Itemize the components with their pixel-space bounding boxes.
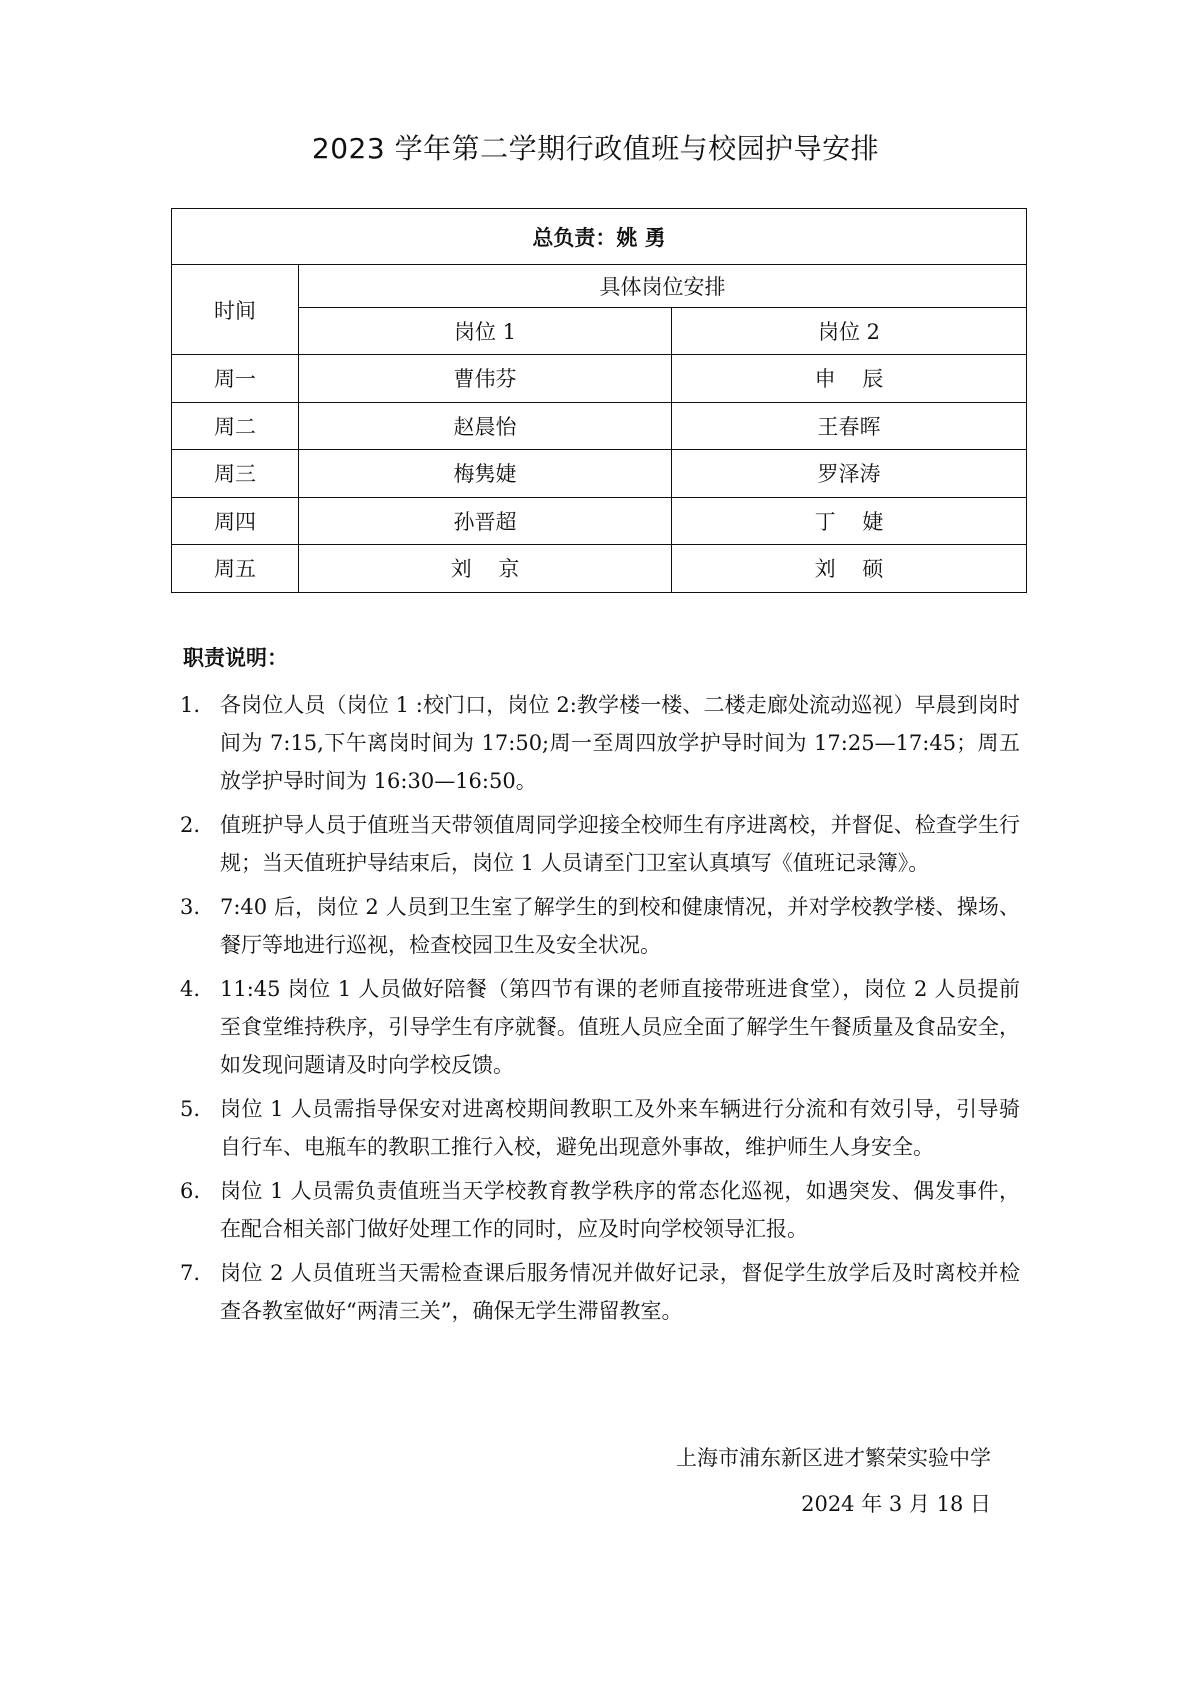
post2-cell: 丁 婕: [672, 497, 1027, 545]
post1-cell: 孙晋超: [299, 497, 672, 545]
responsibilities-list: [180, 686, 1020, 1336]
item-text: 岗位 2 人员值班当天需检查课后服务情况并做好记录，督促学生放学后及时离校并检查各教室做好“两清三关”，确保无学生滞留教室。: [220, 1261, 1020, 1323]
post2-cell: 申 辰: [672, 355, 1027, 403]
post2-cell: 王春晖: [672, 402, 1027, 450]
day-cell: 周三: [172, 450, 299, 498]
post-header-row: [172, 308, 1027, 355]
item-text: 岗位 1 人员需指导保安对进离校期间教职工及外来车辆进行分流和有效引导，引导骑自行车、电瓶车的教职工推行入校，避免出现意外事故，维护师生人身安全。: [220, 1097, 1020, 1159]
list-item: [180, 888, 1020, 964]
day-cell: 周二: [172, 402, 299, 450]
day-cell: 周四: [172, 497, 299, 545]
list-item: [180, 686, 1020, 800]
time-header: 时间: [172, 265, 299, 355]
item-text: 岗位 1 人员需负责值班当天学校教育教学秩序的常态化巡视，如遇突发、偶发事件，在配合相关部门做好处理工作的同时，应及时向学校领导汇报。: [220, 1179, 1020, 1241]
item-number: 7.: [180, 1261, 201, 1285]
day-cell: 周一: [172, 355, 299, 403]
arrangement-header: 具体岗位安排: [299, 265, 1027, 308]
item-number: 4.: [180, 977, 201, 1001]
list-item: [180, 1172, 1020, 1248]
item-text: 11:45 岗位 1 人员做好陪餐（第四节有课的老师直接带班进食堂），岗位 2 人员提前至食堂维持秩序，引导学生有序就餐。值班人员应全面了解学生午餐质量及食品安全，如发现问题请及时向学校反馈。: [220, 977, 1020, 1077]
list-item: [180, 1090, 1020, 1166]
signature-date: 2024 年 3 月 18 日: [801, 1492, 991, 1516]
post2-cell: 刘 硕: [672, 545, 1027, 593]
responsibilities-heading: 职责说明：: [183, 646, 288, 670]
post2-cell: 罗泽涛: [672, 450, 1027, 498]
post1-cell: 曹伟芬: [299, 355, 672, 403]
table-row: [172, 497, 1027, 545]
list-item: [180, 970, 1020, 1084]
table-row: [172, 545, 1027, 593]
post1-cell: 赵晨怡: [299, 402, 672, 450]
item-number: 3.: [180, 895, 201, 919]
item-text: 值班护导人员于值班当天带领值周同学迎接全校师生有序进离校，并督促、检查学生行规；当天值班护导结束后，岗位 1 人员请至门卫室认真填写《值班记录簿》。: [220, 813, 1020, 875]
table-row: [172, 402, 1027, 450]
item-number: 1.: [180, 693, 201, 717]
list-item: [180, 1254, 1020, 1330]
table-row: [172, 450, 1027, 498]
duty-schedule-table: [171, 208, 1027, 593]
day-cell: 周五: [172, 545, 299, 593]
post1-cell: 梅隽婕: [299, 450, 672, 498]
table-header-row: [172, 209, 1027, 265]
item-number: 5.: [180, 1097, 201, 1121]
item-text: 7:40 后，岗位 2 人员到卫生室了解学生的到校和健康情况，并对学校教学楼、操场、餐厅等地进行巡视，检查校园卫生及安全状况。: [220, 895, 1020, 957]
table-subheader-row: [172, 265, 1027, 308]
table-row: [172, 355, 1027, 403]
item-number: 6.: [180, 1179, 201, 1203]
list-item: [180, 806, 1020, 882]
item-number: 2.: [180, 813, 201, 837]
item-text: 各岗位人员（岗位 1 :校门口，岗位 2:教学楼一楼、二楼走廊处流动巡视）早晨到岗时间为 7:15,下午离岗时间为 17:50;周一至周四放学护导时间为 17:25—17:45；周五放学护导时间为 16:30—16:50。: [220, 693, 1020, 793]
post1-cell: 刘 京: [299, 545, 672, 593]
post1-header: 岗位 1: [299, 308, 672, 355]
chief-in-charge: 总负责：姚 勇: [172, 209, 1027, 265]
page-title: 2023 学年第二学期行政值班与校园护导安排: [311, 132, 880, 165]
signature-organization: 上海市浦东新区进才繁荣实验中学: [676, 1446, 991, 1470]
post2-header: 岗位 2: [672, 308, 1027, 355]
